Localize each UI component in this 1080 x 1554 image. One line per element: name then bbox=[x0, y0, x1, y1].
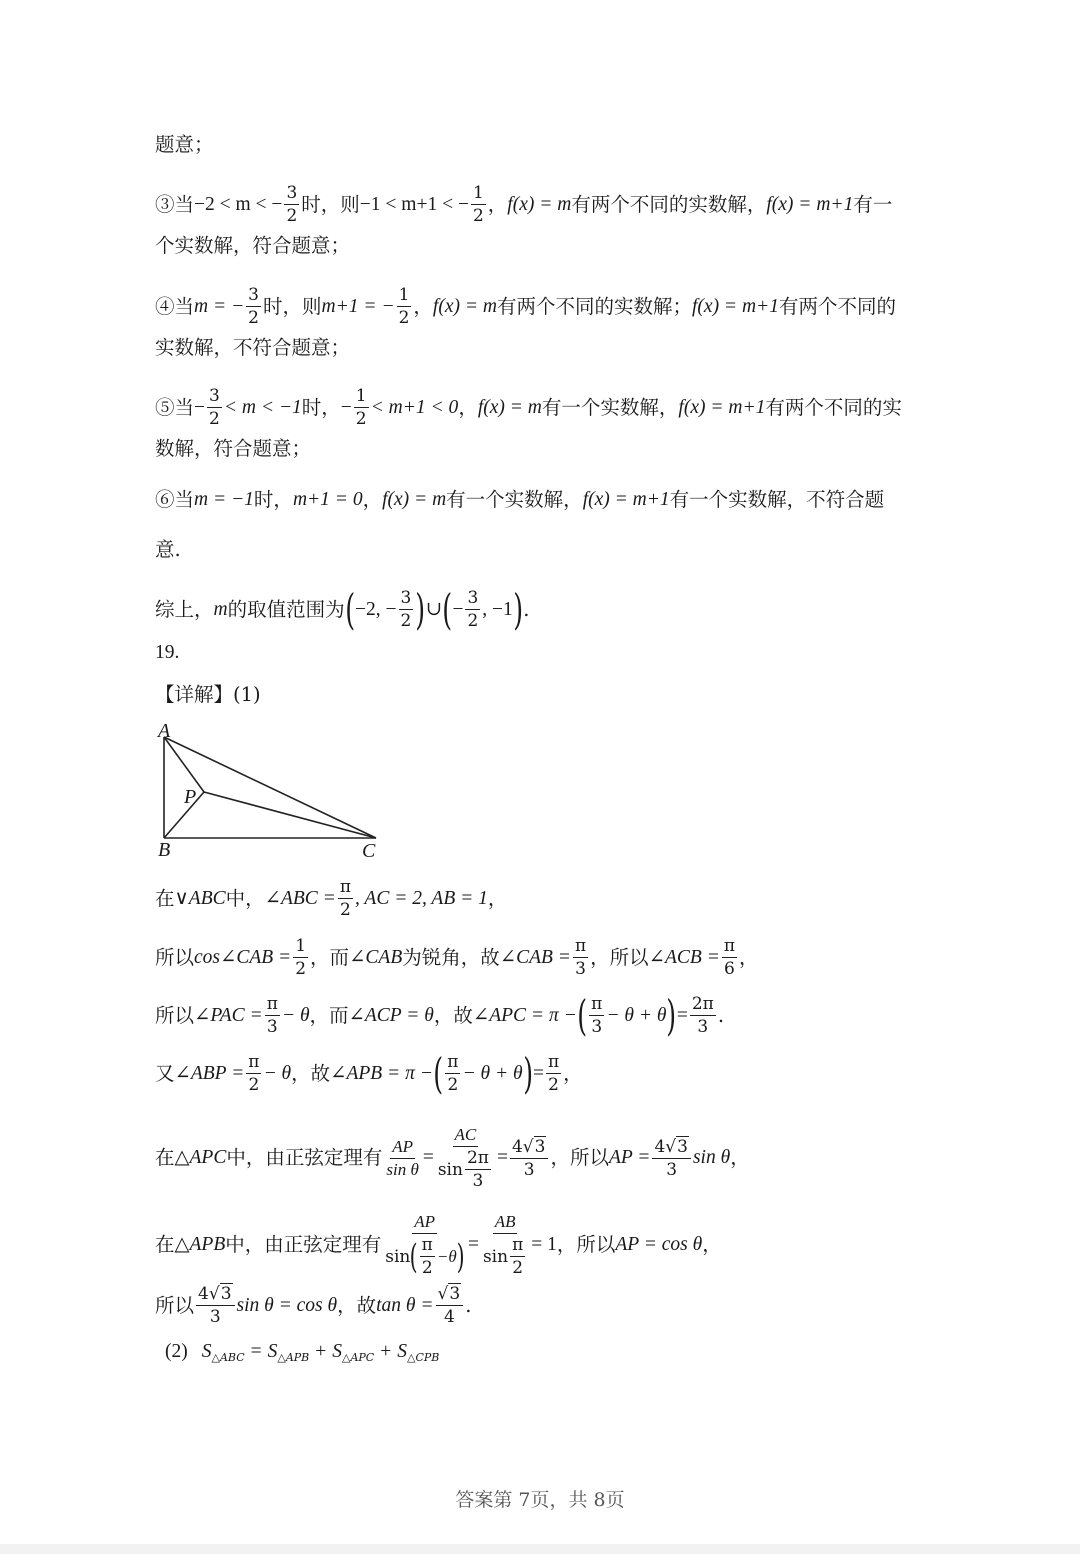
math: −1 < m+1 < − bbox=[359, 193, 469, 215]
math: = bbox=[532, 1062, 544, 1084]
triangle-line bbox=[155, 877, 507, 920]
text: ，而 bbox=[309, 1003, 349, 1027]
text: ④当 bbox=[155, 294, 195, 318]
math: S bbox=[267, 1341, 278, 1362]
text: ， bbox=[487, 886, 508, 910]
den: 3 bbox=[209, 1307, 221, 1327]
num: 1 bbox=[355, 386, 367, 406]
text: 所以 bbox=[155, 1003, 195, 1027]
math: f(x) = m bbox=[432, 295, 497, 317]
den: sin θ bbox=[386, 1159, 419, 1179]
fraction bbox=[690, 994, 716, 1037]
pac-line bbox=[155, 990, 725, 1040]
fraction bbox=[652, 1137, 691, 1180]
paren: ( bbox=[410, 1236, 419, 1277]
math: = bbox=[467, 1234, 479, 1255]
num: π bbox=[421, 1235, 433, 1255]
den bbox=[383, 1234, 466, 1278]
math: − bbox=[340, 396, 352, 418]
text: 有一个实数解， bbox=[541, 395, 679, 419]
text: ， bbox=[739, 945, 759, 969]
den bbox=[436, 1147, 495, 1191]
math: + bbox=[315, 1341, 327, 1362]
num: π bbox=[574, 936, 587, 956]
text: 【详解】(1) bbox=[155, 683, 261, 706]
fraction bbox=[722, 936, 737, 979]
text: . bbox=[523, 597, 530, 621]
text: ，故 bbox=[433, 1003, 473, 1027]
text: 中，由正弦定理有 bbox=[226, 1146, 383, 1169]
math: m+1 = 0 bbox=[292, 489, 363, 510]
math: ∠ACB = bbox=[648, 946, 720, 968]
num: π bbox=[512, 1235, 524, 1255]
math: ∠PAC = bbox=[194, 1004, 263, 1026]
text: (2) bbox=[165, 1341, 188, 1362]
num bbox=[652, 1137, 691, 1159]
text: ， bbox=[413, 294, 433, 318]
text-line bbox=[155, 437, 311, 461]
fraction bbox=[573, 936, 588, 979]
text: ⑤当 bbox=[155, 395, 195, 419]
den: 2 bbox=[548, 1075, 559, 1095]
math: ∠ACP = θ bbox=[348, 1004, 434, 1026]
num: π bbox=[339, 877, 352, 897]
cos-line bbox=[155, 936, 759, 979]
sqrt: √3 bbox=[522, 1136, 546, 1157]
math: △APB bbox=[174, 1234, 226, 1255]
math: f(x) = m+1 bbox=[678, 396, 766, 418]
math: −2 < m < − bbox=[194, 193, 283, 215]
fraction bbox=[265, 994, 280, 1037]
den: 3 bbox=[591, 1017, 603, 1037]
fraction bbox=[246, 1052, 261, 1095]
text: 有两个不同的实 bbox=[765, 395, 902, 419]
den: 2 bbox=[209, 409, 220, 429]
num: 1 bbox=[472, 183, 484, 203]
num: AC bbox=[453, 1125, 479, 1147]
fraction bbox=[510, 1235, 525, 1278]
den: 3 bbox=[472, 1171, 484, 1191]
math: − θ + θ bbox=[606, 1004, 667, 1026]
question-number bbox=[155, 641, 179, 665]
math: − θ bbox=[281, 1004, 310, 1026]
den: 2 bbox=[447, 1075, 459, 1095]
num: 3 bbox=[286, 183, 298, 203]
num: π bbox=[248, 1052, 260, 1072]
radicand: 3 bbox=[677, 1136, 688, 1157]
math: ∠APB = π − bbox=[330, 1062, 433, 1084]
text: ， bbox=[458, 395, 478, 419]
text: 题意； bbox=[155, 133, 214, 156]
text: 有一个实数解， bbox=[446, 488, 583, 511]
fraction bbox=[354, 386, 369, 429]
sin: sin bbox=[482, 1246, 509, 1267]
text: 有两个不同的实数解， bbox=[571, 192, 767, 216]
math: = 1 bbox=[531, 1234, 557, 1255]
coef: 4 bbox=[511, 1136, 523, 1157]
math: ∠ABC = bbox=[264, 887, 336, 909]
num: 3 bbox=[467, 588, 479, 608]
fraction bbox=[471, 183, 486, 226]
den: 2 bbox=[248, 1075, 260, 1095]
subscript: △ABC bbox=[211, 1351, 245, 1364]
den: 2 bbox=[248, 308, 259, 328]
text: ，所以 bbox=[556, 1233, 616, 1256]
paren: ( bbox=[577, 990, 587, 1040]
paren: ) bbox=[522, 1048, 533, 1098]
triangle-figure bbox=[150, 720, 390, 865]
abp-line bbox=[155, 1048, 583, 1098]
text: 时， bbox=[253, 488, 293, 511]
math: △APC bbox=[174, 1147, 227, 1168]
radicand: 3 bbox=[534, 1136, 546, 1157]
num: AP bbox=[412, 1212, 437, 1234]
fraction bbox=[196, 1284, 235, 1327]
math: ∠CAB = bbox=[499, 946, 571, 968]
fraction bbox=[384, 1137, 420, 1180]
text: 19. bbox=[155, 642, 180, 663]
math: S bbox=[397, 1341, 407, 1362]
num: 2π bbox=[466, 1148, 489, 1168]
math: − θ bbox=[263, 1062, 292, 1084]
text-line bbox=[155, 234, 350, 258]
text: ③当 bbox=[155, 192, 195, 216]
text: ， bbox=[702, 1233, 722, 1256]
math: f(x) = m+1 bbox=[692, 295, 779, 317]
case-5-line bbox=[155, 386, 902, 429]
math: , −1 bbox=[482, 598, 513, 620]
num bbox=[196, 1284, 235, 1306]
text: 所以 bbox=[155, 1293, 195, 1317]
text: ， bbox=[563, 1061, 583, 1085]
sin: sin bbox=[385, 1246, 411, 1267]
math: ∪ bbox=[425, 598, 443, 620]
sin: sin bbox=[437, 1159, 463, 1180]
paren: ( bbox=[433, 1048, 444, 1098]
den: 2 bbox=[398, 308, 410, 328]
text: 在 bbox=[155, 886, 175, 910]
text-line bbox=[155, 538, 181, 562]
detail-heading bbox=[155, 683, 261, 707]
tan-line bbox=[155, 1284, 471, 1327]
fraction bbox=[420, 1235, 435, 1278]
fraction bbox=[481, 1212, 529, 1278]
radicand: 3 bbox=[220, 1284, 232, 1304]
num: 2π bbox=[691, 994, 714, 1014]
text: 时， bbox=[301, 395, 341, 419]
fraction bbox=[246, 285, 261, 328]
text: ，而 bbox=[310, 945, 350, 969]
text: 为锐角，故 bbox=[402, 945, 500, 969]
fraction bbox=[510, 1137, 549, 1180]
math: m bbox=[213, 598, 228, 620]
text: 的取值范围为 bbox=[227, 597, 345, 621]
math: AP = cos θ bbox=[615, 1234, 703, 1255]
fraction bbox=[436, 1125, 495, 1191]
text: 实数解，不符合题意； bbox=[155, 336, 351, 359]
text: ，故 bbox=[337, 1293, 377, 1317]
den: 2 bbox=[340, 900, 351, 920]
text: 有一个实数解，不符合题 bbox=[669, 488, 885, 511]
text: 中，由正弦定理有 bbox=[225, 1233, 382, 1256]
summary-line bbox=[155, 584, 530, 634]
fraction bbox=[293, 936, 308, 979]
num bbox=[510, 1137, 549, 1159]
coef: 4 bbox=[654, 1136, 666, 1157]
text: ，故 bbox=[291, 1061, 331, 1085]
num: AB bbox=[493, 1212, 518, 1234]
math: sin θ = cos θ bbox=[236, 1294, 338, 1316]
den: 2 bbox=[355, 409, 367, 429]
text: 数解，符合题意； bbox=[155, 437, 312, 460]
paren: ) bbox=[513, 584, 523, 634]
math: S bbox=[201, 1341, 212, 1362]
text: 时，则 bbox=[301, 192, 360, 216]
den: 6 bbox=[724, 959, 735, 979]
math: ∠APC = π − bbox=[472, 1004, 577, 1026]
num: π bbox=[723, 936, 736, 956]
coef: 4 bbox=[198, 1284, 209, 1304]
den: 2 bbox=[421, 1258, 433, 1278]
case-3-line bbox=[155, 183, 892, 226]
subscript: △APC bbox=[342, 1351, 375, 1364]
den: 3 bbox=[523, 1159, 535, 1180]
fraction bbox=[546, 1052, 561, 1095]
text: ， bbox=[362, 488, 383, 511]
sqrt: √3 bbox=[665, 1136, 688, 1157]
num: 3 bbox=[248, 285, 259, 305]
text: 中， bbox=[225, 886, 265, 910]
text: 在 bbox=[155, 1233, 175, 1256]
radicand: 3 bbox=[449, 1284, 461, 1304]
subscript: △CPB bbox=[406, 1351, 440, 1364]
text: 意. bbox=[155, 538, 181, 561]
case-4-line bbox=[155, 285, 896, 328]
den: 2 bbox=[286, 206, 298, 226]
text: 有一 bbox=[853, 192, 893, 216]
num: 3 bbox=[209, 386, 220, 406]
den: 4 bbox=[443, 1307, 455, 1327]
math: m+1 = − bbox=[321, 295, 395, 317]
paren: ) bbox=[666, 990, 677, 1040]
math: < m+1 < 0 bbox=[370, 396, 459, 418]
den bbox=[481, 1234, 529, 1278]
text: ⑥当 bbox=[155, 488, 195, 511]
sqrt: √3 bbox=[208, 1284, 232, 1304]
math: −2, − bbox=[355, 598, 397, 620]
math: = bbox=[676, 1004, 688, 1026]
math: tan θ = bbox=[376, 1294, 434, 1316]
math: AP = bbox=[608, 1147, 651, 1168]
fraction bbox=[465, 588, 480, 631]
text: . bbox=[465, 1293, 472, 1317]
label-c: C bbox=[362, 840, 376, 862]
math: cos∠CAB = bbox=[194, 946, 292, 968]
num: 3 bbox=[400, 588, 412, 608]
den: 2 bbox=[467, 611, 479, 631]
math: m = − bbox=[194, 295, 245, 317]
math: < m < −1 bbox=[223, 396, 302, 418]
paren: ) bbox=[415, 584, 426, 634]
math: , AC = 2, AB = 1 bbox=[355, 887, 488, 909]
den: 3 bbox=[697, 1017, 709, 1037]
math: f(x) = m bbox=[477, 396, 542, 418]
edge-ap bbox=[164, 737, 204, 792]
fraction bbox=[207, 386, 222, 429]
math: f(x) = m+1 bbox=[582, 489, 670, 510]
text: 又 bbox=[155, 1061, 175, 1085]
text: ，所以 bbox=[550, 1146, 609, 1169]
label-a: A bbox=[158, 720, 171, 742]
math: m = −1 bbox=[194, 489, 254, 510]
den: 3 bbox=[575, 959, 586, 979]
text: 综上， bbox=[155, 597, 214, 621]
fraction bbox=[397, 285, 412, 328]
page-bottom-band bbox=[0, 1544, 1080, 1554]
math: − θ + θ bbox=[462, 1062, 523, 1084]
num: π bbox=[266, 994, 278, 1014]
math: f(x) = m bbox=[382, 489, 447, 510]
apc-sine-line bbox=[155, 1125, 750, 1191]
den: 2 bbox=[512, 1258, 524, 1278]
fraction bbox=[445, 1052, 460, 1095]
sqrt: √3 bbox=[437, 1284, 461, 1304]
num: 1 bbox=[295, 936, 307, 956]
fraction bbox=[383, 1212, 466, 1278]
text: 个实数解，符合题意； bbox=[155, 234, 351, 257]
den: 2 bbox=[472, 206, 484, 226]
edge-cp bbox=[204, 792, 376, 838]
math: −θ bbox=[436, 1246, 457, 1266]
case-6-line bbox=[155, 488, 884, 512]
math: sin θ bbox=[692, 1147, 731, 1168]
paren: ) bbox=[456, 1236, 465, 1277]
math: − bbox=[452, 598, 464, 620]
label-p: P bbox=[184, 786, 197, 808]
math: + bbox=[380, 1341, 392, 1362]
math: f(x) = m bbox=[507, 193, 572, 215]
math: ∠ABP = bbox=[174, 1062, 245, 1084]
text: 时，则 bbox=[263, 294, 322, 318]
den: 3 bbox=[666, 1159, 678, 1180]
text: . bbox=[717, 1003, 725, 1027]
num: π bbox=[447, 1052, 459, 1072]
math: = bbox=[250, 1341, 262, 1362]
label-b: B bbox=[158, 839, 171, 861]
subscript: △APB bbox=[277, 1351, 310, 1364]
part-2-line bbox=[165, 1340, 439, 1364]
text: 有两个不同的实数解； bbox=[496, 294, 692, 318]
math: − bbox=[194, 396, 206, 418]
num: 1 bbox=[398, 285, 410, 305]
fraction bbox=[465, 1148, 491, 1191]
den: 2 bbox=[295, 959, 307, 979]
text-line bbox=[155, 336, 350, 360]
text: 在 bbox=[155, 1146, 175, 1169]
text: 有两个不同的 bbox=[778, 294, 896, 318]
math: = bbox=[496, 1147, 508, 1168]
paren: ( bbox=[344, 584, 355, 634]
math: ∨ABC bbox=[174, 887, 226, 909]
text: ， bbox=[487, 192, 508, 216]
den: 2 bbox=[400, 611, 412, 631]
num: π bbox=[547, 1052, 560, 1072]
paren: ( bbox=[442, 584, 453, 634]
text-line bbox=[155, 133, 214, 157]
fraction bbox=[399, 588, 414, 631]
fraction bbox=[284, 183, 299, 226]
math: S bbox=[332, 1341, 342, 1362]
page-footer: 答案第 7页，共 8页 bbox=[455, 1489, 625, 1511]
num bbox=[436, 1284, 464, 1306]
num: AP bbox=[390, 1137, 415, 1159]
num: π bbox=[591, 994, 603, 1014]
math: f(x) = m+1 bbox=[766, 193, 854, 215]
math: = bbox=[422, 1147, 434, 1168]
apb-sine-line bbox=[155, 1212, 722, 1278]
fraction bbox=[338, 877, 353, 920]
text: ，所以 bbox=[590, 945, 649, 969]
fraction bbox=[589, 994, 604, 1037]
den: 3 bbox=[266, 1017, 278, 1037]
text: ， bbox=[730, 1146, 750, 1169]
text: 所以 bbox=[155, 945, 195, 969]
fraction bbox=[436, 1284, 464, 1327]
math: ∠CAB bbox=[349, 946, 403, 968]
